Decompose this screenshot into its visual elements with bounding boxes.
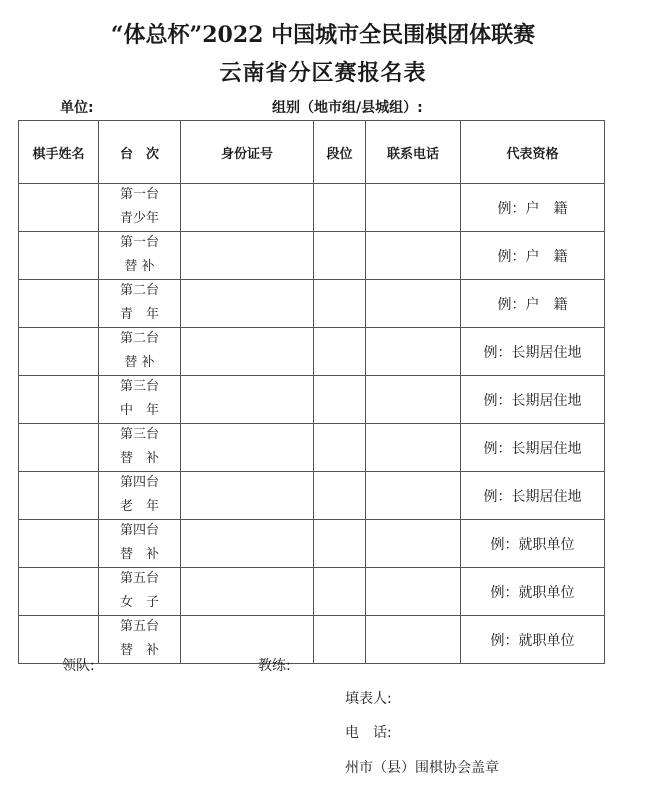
board-category: 青少年: [119, 211, 159, 226]
board-number: 第二台: [119, 331, 159, 346]
phone-cell[interactable]: [366, 184, 461, 232]
qualification-example: 例：就职单位: [490, 632, 575, 649]
board-category: 替 补: [119, 547, 159, 562]
phone-cell[interactable]: [366, 424, 461, 472]
rank-cell[interactable]: [314, 568, 366, 616]
table-row: [19, 232, 605, 280]
qualification-cell: [461, 280, 605, 328]
column-header-board: 台 次: [99, 121, 181, 184]
coach-label: 教练:: [258, 658, 291, 674]
group-label: 组别（地市组/县城组）:: [272, 100, 423, 116]
rank-cell[interactable]: [314, 472, 366, 520]
player-name-cell[interactable]: [19, 232, 99, 280]
column-header-qualification: 代表资格: [461, 121, 605, 184]
rank-cell[interactable]: [314, 376, 366, 424]
board-number: 第一台: [119, 235, 159, 250]
qualification-example: 例：长期居住地: [483, 392, 582, 409]
qualification-cell: [461, 376, 605, 424]
board-number: 第四台: [119, 475, 159, 490]
qualification-example: 例：就职单位: [490, 584, 575, 601]
phone-cell[interactable]: [366, 616, 461, 664]
table-row: [19, 616, 605, 664]
board-cell: [99, 232, 181, 280]
board-number: 第三台: [119, 427, 159, 442]
board-category: 女 子: [119, 595, 159, 610]
table-row: [19, 280, 605, 328]
rank-cell[interactable]: [314, 328, 366, 376]
qualification-cell: [461, 616, 605, 664]
qualification-cell: [461, 232, 605, 280]
id-number-cell[interactable]: [181, 424, 314, 472]
player-name-cell[interactable]: [19, 424, 99, 472]
qualification-example: 例：长期居住地: [483, 488, 582, 505]
rank-cell[interactable]: [314, 184, 366, 232]
table-row: [19, 328, 605, 376]
phone-cell[interactable]: [366, 376, 461, 424]
phone-cell[interactable]: [366, 232, 461, 280]
qualification-cell: [461, 184, 605, 232]
id-number-cell[interactable]: [181, 616, 314, 664]
board-number: 第五台: [119, 619, 159, 634]
table-row: [19, 376, 605, 424]
id-number-cell[interactable]: [181, 328, 314, 376]
board-cell: [99, 280, 181, 328]
board-number: 第五台: [119, 571, 159, 586]
qualification-example: 例：长期居住地: [483, 344, 582, 361]
board-category: 中 年: [119, 403, 159, 418]
form-filler-label: 填表人:: [345, 691, 392, 707]
id-number-cell[interactable]: [181, 472, 314, 520]
board-cell: [99, 616, 181, 664]
phone-cell[interactable]: [366, 280, 461, 328]
player-name-cell[interactable]: [19, 184, 99, 232]
player-name-cell[interactable]: [19, 328, 99, 376]
board-number: 第二台: [119, 283, 159, 298]
phone-cell[interactable]: [366, 520, 461, 568]
qualification-cell: [461, 568, 605, 616]
table-row: [19, 520, 605, 568]
qualification-example: 例：就职单位: [490, 536, 575, 553]
form-title-line2: 云南省分区赛报名表: [219, 60, 427, 86]
board-cell: [99, 376, 181, 424]
id-number-cell[interactable]: [181, 568, 314, 616]
id-number-cell[interactable]: [181, 184, 314, 232]
qualification-example: 例：户 籍: [497, 296, 568, 313]
qualification-example: 例：户 籍: [497, 200, 568, 217]
phone-cell[interactable]: [366, 472, 461, 520]
player-name-cell[interactable]: [19, 568, 99, 616]
qualification-cell: [461, 328, 605, 376]
table-row: [19, 184, 605, 232]
column-header-id-number: 身份证号: [181, 121, 314, 184]
column-header-phone: 联系电话: [366, 121, 461, 184]
board-category: 替 补: [119, 451, 159, 466]
association-seal-label: 州市（县）围棋协会盖章: [345, 760, 499, 776]
board-cell: [99, 568, 181, 616]
phone-cell[interactable]: [366, 328, 461, 376]
board-category: 替 补: [119, 643, 159, 658]
table-row: [19, 424, 605, 472]
board-cell: [99, 328, 181, 376]
id-number-cell[interactable]: [181, 376, 314, 424]
player-name-cell[interactable]: [19, 376, 99, 424]
qualification-cell: [461, 520, 605, 568]
board-cell: [99, 184, 181, 232]
board-number: 第三台: [119, 379, 159, 394]
table-row: [19, 568, 605, 616]
rank-cell[interactable]: [314, 520, 366, 568]
id-number-cell[interactable]: [181, 520, 314, 568]
qualification-cell: [461, 472, 605, 520]
id-number-cell[interactable]: [181, 232, 314, 280]
team-leader-label: 领队:: [62, 658, 95, 674]
board-category: 替 补: [124, 259, 155, 274]
board-cell: [99, 472, 181, 520]
board-cell: [99, 520, 181, 568]
qualification-example: 例：长期居住地: [483, 440, 582, 457]
column-header-rank: 段位: [314, 121, 366, 184]
player-name-cell[interactable]: [19, 472, 99, 520]
rank-cell[interactable]: [314, 616, 366, 664]
board-number: 第四台: [119, 523, 159, 538]
player-name-cell[interactable]: [19, 520, 99, 568]
column-header-player-name: 棋手姓名: [19, 121, 99, 184]
rank-cell[interactable]: [314, 232, 366, 280]
board-number: 第一台: [119, 187, 159, 202]
registration-table: [18, 120, 605, 664]
qualification-cell: [461, 424, 605, 472]
id-number-cell[interactable]: [181, 280, 314, 328]
board-cell: [99, 424, 181, 472]
table-header-row: [19, 121, 605, 184]
qualification-example: 例：户 籍: [497, 248, 568, 265]
board-category: 青 年: [119, 307, 159, 322]
board-category: 替 补: [124, 355, 155, 370]
phone-cell[interactable]: [366, 568, 461, 616]
rank-cell[interactable]: [314, 424, 366, 472]
table-row: [19, 472, 605, 520]
form-title-line1: “体总杯”2022 中国城市全民围棋团体联赛: [110, 22, 536, 48]
rank-cell[interactable]: [314, 280, 366, 328]
unit-label: 单位:: [60, 100, 94, 116]
board-category: 老 年: [119, 499, 159, 514]
contact-phone-label: 电 话:: [345, 725, 392, 741]
player-name-cell[interactable]: [19, 280, 99, 328]
